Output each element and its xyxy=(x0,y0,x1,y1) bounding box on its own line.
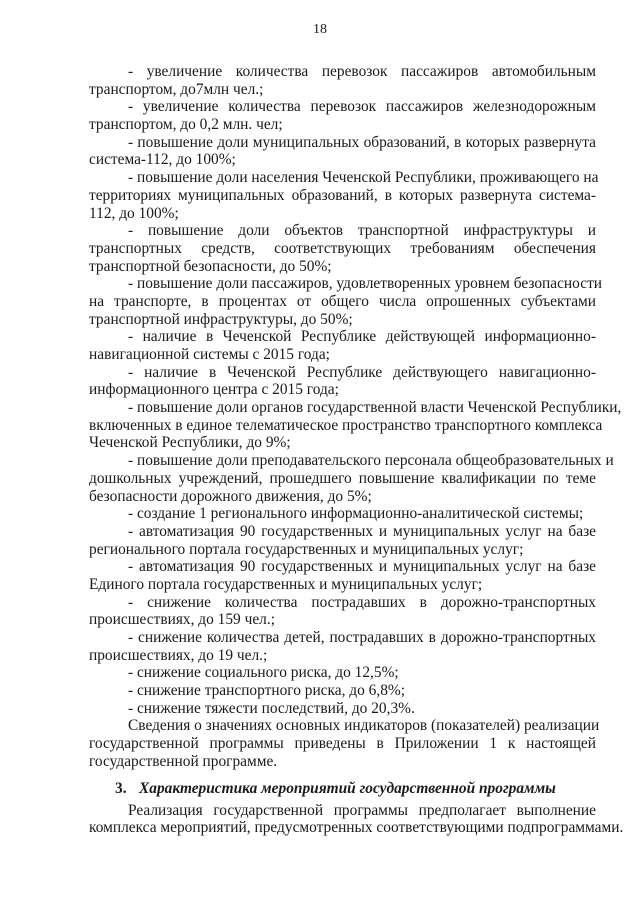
text-line: территориях муниципальных образований, в которых развернута система- xyxy=(89,186,596,204)
text-line: 112, до 100%; xyxy=(89,204,179,222)
text-line: - снижение количества детей, пострадавших в дорожно-транспортных xyxy=(128,629,596,646)
text-line: происшествиях, до 159 чел.; xyxy=(89,611,275,629)
text-line: - повышение доли преподавательского персонала общеобразовательных и xyxy=(128,452,614,470)
text-line: транспортной инфраструктуры, до 50%; xyxy=(89,310,353,328)
text-line: Единого портала государственных и муниципальных услуг; xyxy=(89,575,483,593)
text-line: включенных в единое телематическое пространство транспортного комплекса xyxy=(89,416,603,434)
text-line: регионального портала государственных и муниципальных услуг; xyxy=(89,540,524,558)
text-line: безопасности дорожного движения, до 5%; xyxy=(89,487,372,505)
text-line: - наличие в Чеченской Республике действующей информационно- xyxy=(128,328,596,346)
section-number: 3. xyxy=(115,779,127,797)
indicator-list xyxy=(89,63,622,771)
section-heading xyxy=(89,774,596,802)
section-title: Характеристика мероприятий государственной программы xyxy=(139,779,556,797)
text-line: - наличие в Чеченской Республике действующего навигационно- xyxy=(128,363,596,381)
text-line: Реализация государственной программы предполагает выполнение xyxy=(128,801,596,819)
text-line: навигационной системы с 2015 года; xyxy=(89,346,330,363)
text-line: - снижение количества пострадавших в дорожно-транспортных xyxy=(128,593,596,611)
text-line: - снижение транспортного риска, до 6,8%; xyxy=(128,682,405,700)
text-line: транспортом, до 0,2 млн. чел; xyxy=(89,116,283,134)
text-line: транспортных средств, соответствующих требованиям обеспечения xyxy=(89,239,596,257)
text-line: - снижение социального риска, до 12,5%; xyxy=(128,664,399,682)
text-line: - автоматизация 90 государственных и муниципальных услуг на базе xyxy=(128,522,596,540)
text-line: - повышение доли населения Чеченской Республики, проживающего на xyxy=(128,169,599,187)
text-line: - повышение доли органов государственной власти Чеченской Республики, xyxy=(128,399,622,417)
text-line: дошкольных учреждений, прошедшего повышение квалификации по теме xyxy=(89,469,596,487)
text-line: - создание 1 регионального информационно-аналитической системы; xyxy=(128,505,584,523)
text-line: - снижение тяжести последствий, до 20,3%. xyxy=(128,699,415,717)
text-line: государственной программе. xyxy=(89,752,278,770)
section-paragraph xyxy=(89,801,624,837)
text-line: - повышение доли пассажиров, удовлетворенных уровнем безопасности xyxy=(128,275,603,293)
text-line: - повышение доли объектов транспортной инфраструктуры и xyxy=(128,222,596,240)
text-line: информационного центра с 2015 года; xyxy=(89,381,339,399)
text-line: Сведения о значениях основных индикаторов (показателей) реализации xyxy=(128,717,600,735)
text-line: на транспорте, в процентах от общего числа опрошенных субъектами xyxy=(89,292,596,310)
text-line: система-112, до 100%; xyxy=(89,151,236,169)
text-line: транспортной безопасности, до 50%; xyxy=(89,257,332,275)
text-line: государственной программы приведены в Приложении 1 к настоящей xyxy=(89,735,596,753)
page-number: 18 xyxy=(313,22,327,37)
text-line: происшествиях, до 19 чел.; xyxy=(89,646,268,664)
text-line: - увеличение количества перевозок пассажиров автомобильным xyxy=(128,63,596,80)
page-content xyxy=(89,63,624,837)
text-line: - повышение доли муниципальных образований, в которых развернута xyxy=(128,133,596,151)
text-line: транспортом, до7млн чел.; xyxy=(89,80,264,98)
text-line: - автоматизация 90 государственных и муниципальных услуг на базе xyxy=(128,558,596,576)
text-line: - увеличение количества перевозок пассажиров железнодорожным xyxy=(128,98,596,116)
text-line: Чеченской Республики, до 9%; xyxy=(89,434,291,452)
text-line: комплекса мероприятий, предусмотренных соответствующими подпрограммами. xyxy=(89,819,624,837)
